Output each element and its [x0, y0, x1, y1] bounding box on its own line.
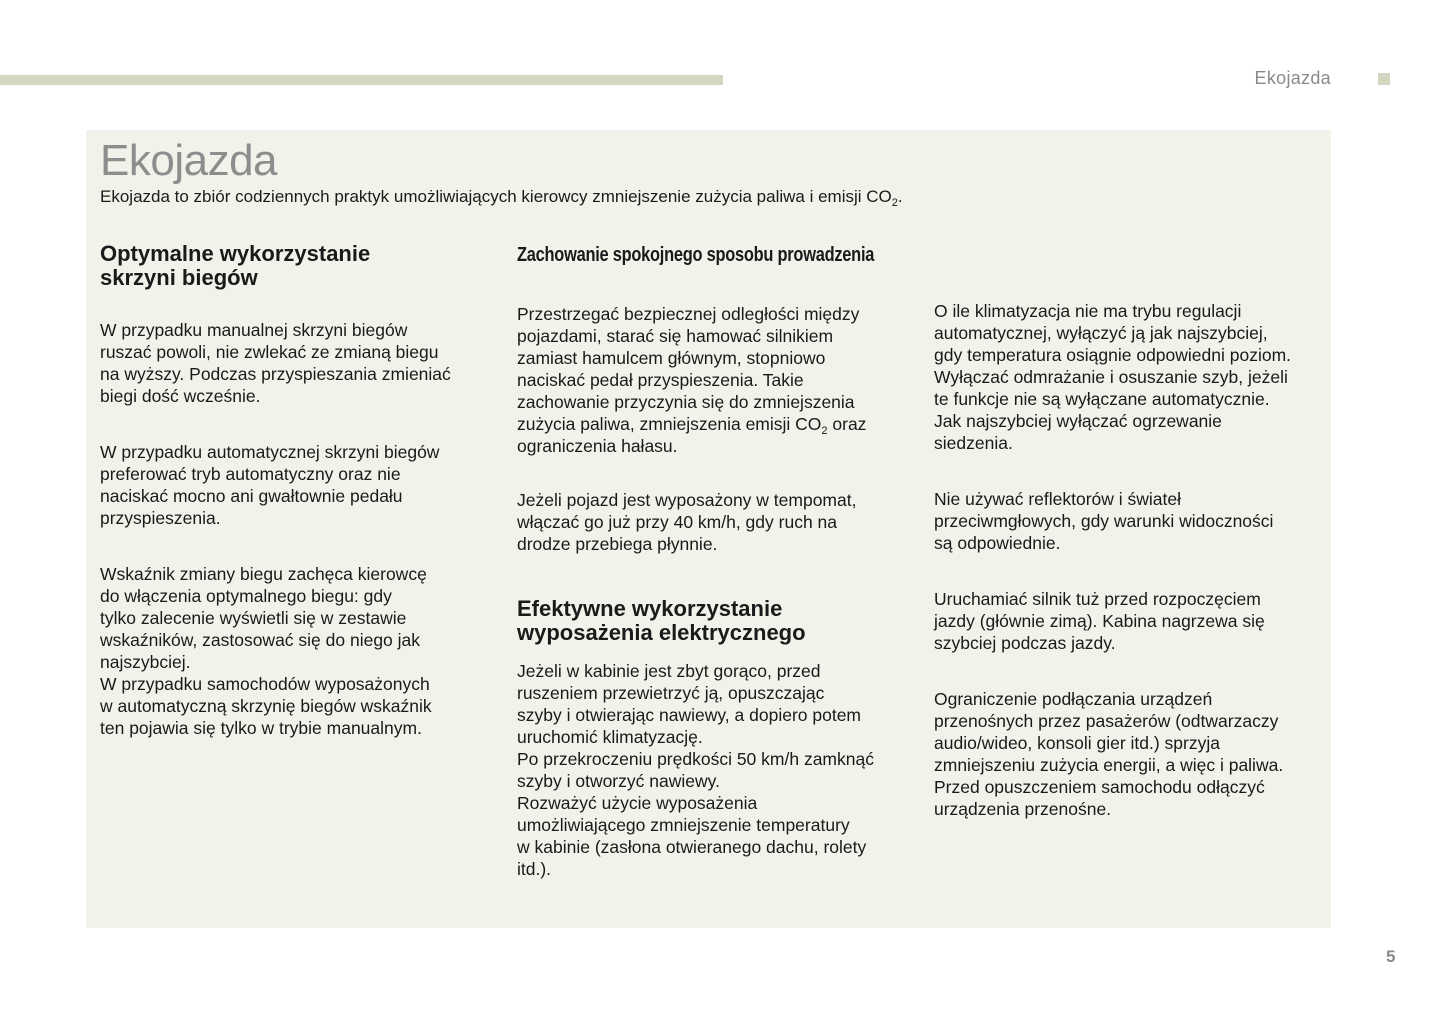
header-square-marker: [1378, 73, 1390, 85]
heading-gearbox: Optymalne wykorzystanie skrzyni biegów: [100, 241, 371, 290]
paragraph-portable-devices: Ograniczenie podłączania urządzeń przenośnych przez pasażerów (odtwarzaczy audio/wideo, konsoli gier itd.) sprzyja zmniejszeniu zużycia energii, a więc i paliwa. Przed opuszczeniem samochodu odłączyć urządzenia przenośne.: [934, 689, 1284, 819]
paragraph-safe-distance: [517, 303, 912, 457]
heading-calm-driving: Zachowanie spokojnego sposobu prowadzenia: [517, 244, 875, 266]
paragraph-safe-distance-end: oraz ograniczenia hałasu.: [517, 414, 867, 456]
header-section-title: Ekojazda: [1254, 68, 1331, 88]
paragraph-manual-gearbox: W przypadku manualnej skrzyni biegów ruszać powoli, nie zwlekać ze zmianą biegu na wyższy. Podczas przyspieszania zmieniać biegi dość wcześnie.: [100, 320, 451, 406]
paragraph-gear-indicator: Wskaźnik zmiany biegu zachęca kierowcę do włączenia optymalnego biegu: gdy tylko zalecenie wyświetli się w zestawie wskaźników, zastosować się do niego jak najszybciej. W przypadku samochodów wyposażonych w automatyczną skrzynię biegów wskaźnik ten pojawia się tylko w trybie manualnym.: [100, 564, 432, 738]
paragraph-cruise-control: Jeżeli pojazd jest wyposażony w tempomat, włączać go już przy 40 km/h, gdy ruch na drodze przebiega płynnie.: [517, 490, 857, 554]
paragraph-safe-distance-main: Przestrzegać bezpiecznej odległości między pojazdami, starać się hamować silnikiem zamiast hamulcem głównym, stopniowo naciskać pedał przyspieszenia. Takie zachowanie przyczynia się do zmniejszenia zużycia paliwa, zmniejszenia emisji CO: [517, 304, 860, 434]
column-driving-style: [517, 242, 912, 880]
column-electrical-tips: [934, 300, 1329, 820]
intro-main: Ekojazda to zbiór codziennych praktyk umożliwiających kierowcy zmniejszenie zużycia paliwa i emisji CO: [100, 187, 892, 206]
intro-subscript: 2: [891, 197, 898, 209]
column-gearbox: [100, 242, 490, 739]
intro-text: [100, 187, 903, 209]
paragraph-air-conditioning: O ile klimatyzacja nie ma trybu regulacji automatycznej, wyłączyć ją jak najszybciej, gdy temperatura osiągnie odpowiedni poziom. Wyłączać odmrażanie i osuszanie szyb, jeżeli te funkcje nie są wyłączane automatycznie. Jak najszybciej wyłączać ogrzewanie siedzenia.: [934, 301, 1292, 453]
paragraph-fog-lights: Nie używać reflektorów i świateł przeciwmgłowych, gdy warunki widoczności są odpowiednie.: [934, 489, 1274, 553]
header-accent-bar: [0, 75, 723, 85]
heading-electrical-equipment: Efektywne wykorzystanie wyposażenia elektrycznego: [517, 596, 806, 645]
page-title: Ekojazda: [100, 136, 278, 185]
intro-end: .: [897, 187, 903, 206]
paragraph-automatic-gearbox: W przypadku automatycznej skrzyni biegów preferować tryb automatyczny oraz nie naciskać mocno ani gwałtownie pedału przyspieszenia.: [100, 442, 440, 528]
paragraph-engine-start: Uruchamiać silnik tuż przed rozpoczęciem jazdy (głównie zimą). Kabina nagrzewa się szybciej podczas jazdy.: [934, 589, 1265, 653]
page-number: 5: [1386, 947, 1396, 966]
co2-subscript: 2: [821, 425, 828, 437]
paragraph-cabin-ventilation: Jeżeli w kabinie jest zbyt gorąco, przed ruszeniem przewietrzyć ją, opuszczając szyby i otwierając nawiewy, a dopiero potem uruchomić klimatyzację. Po przekroczeniu prędkości 50 km/h zamknąć szyby i otworzyć nawiewy. Rozważyć użycie wyposażenia umożliwiającego zmniejszenie temperatury w kabinie (zasłona otwieranego dachu, rolety itd.).: [517, 661, 874, 879]
